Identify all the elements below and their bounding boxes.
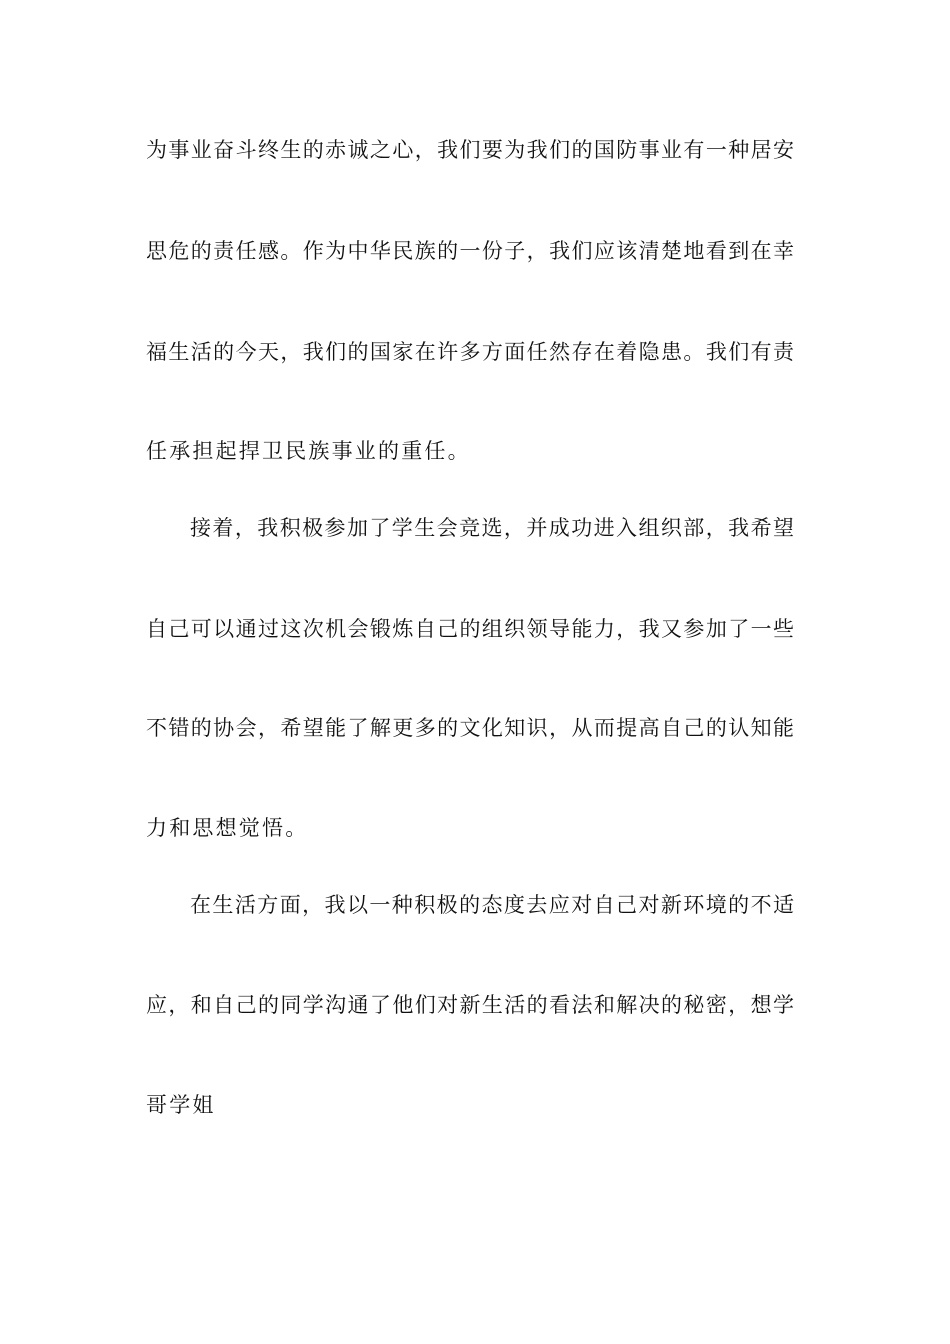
text-line: 在生活方面，我以一种积极的态度去应对自己对新环境的不适: [190, 893, 794, 917]
text-line: 不错的协会，希望能了解更多的文化知识，从而提高自己的认知能: [146, 716, 794, 740]
text-line: 为事业奋斗终生的赤诚之心，我们要为我们的国防事业有一种居安: [146, 138, 794, 162]
text-line: 福生活的今天，我们的国家在许多方面任然存在着隐患。我们有责: [146, 340, 794, 364]
text-line: 力和思想觉悟。: [146, 816, 309, 840]
text-line: 自己可以通过这次机会锻炼自己的组织领导能力，我又参加了一些: [146, 617, 794, 641]
text-line: 任承担起捍卫民族事业的重任。: [146, 439, 471, 463]
text-line: 思危的责任感。作为中华民族的一份子，我们应该清楚地看到在幸: [146, 239, 794, 263]
text-line: 应，和自己的同学沟通了他们对新生活的看法和解决的秘密，想学: [146, 993, 794, 1017]
text-line: 哥学姐: [146, 1093, 216, 1117]
text-line: 接着，我积极参加了学生会竞选，并成功进入组织部，我希望: [190, 516, 794, 540]
